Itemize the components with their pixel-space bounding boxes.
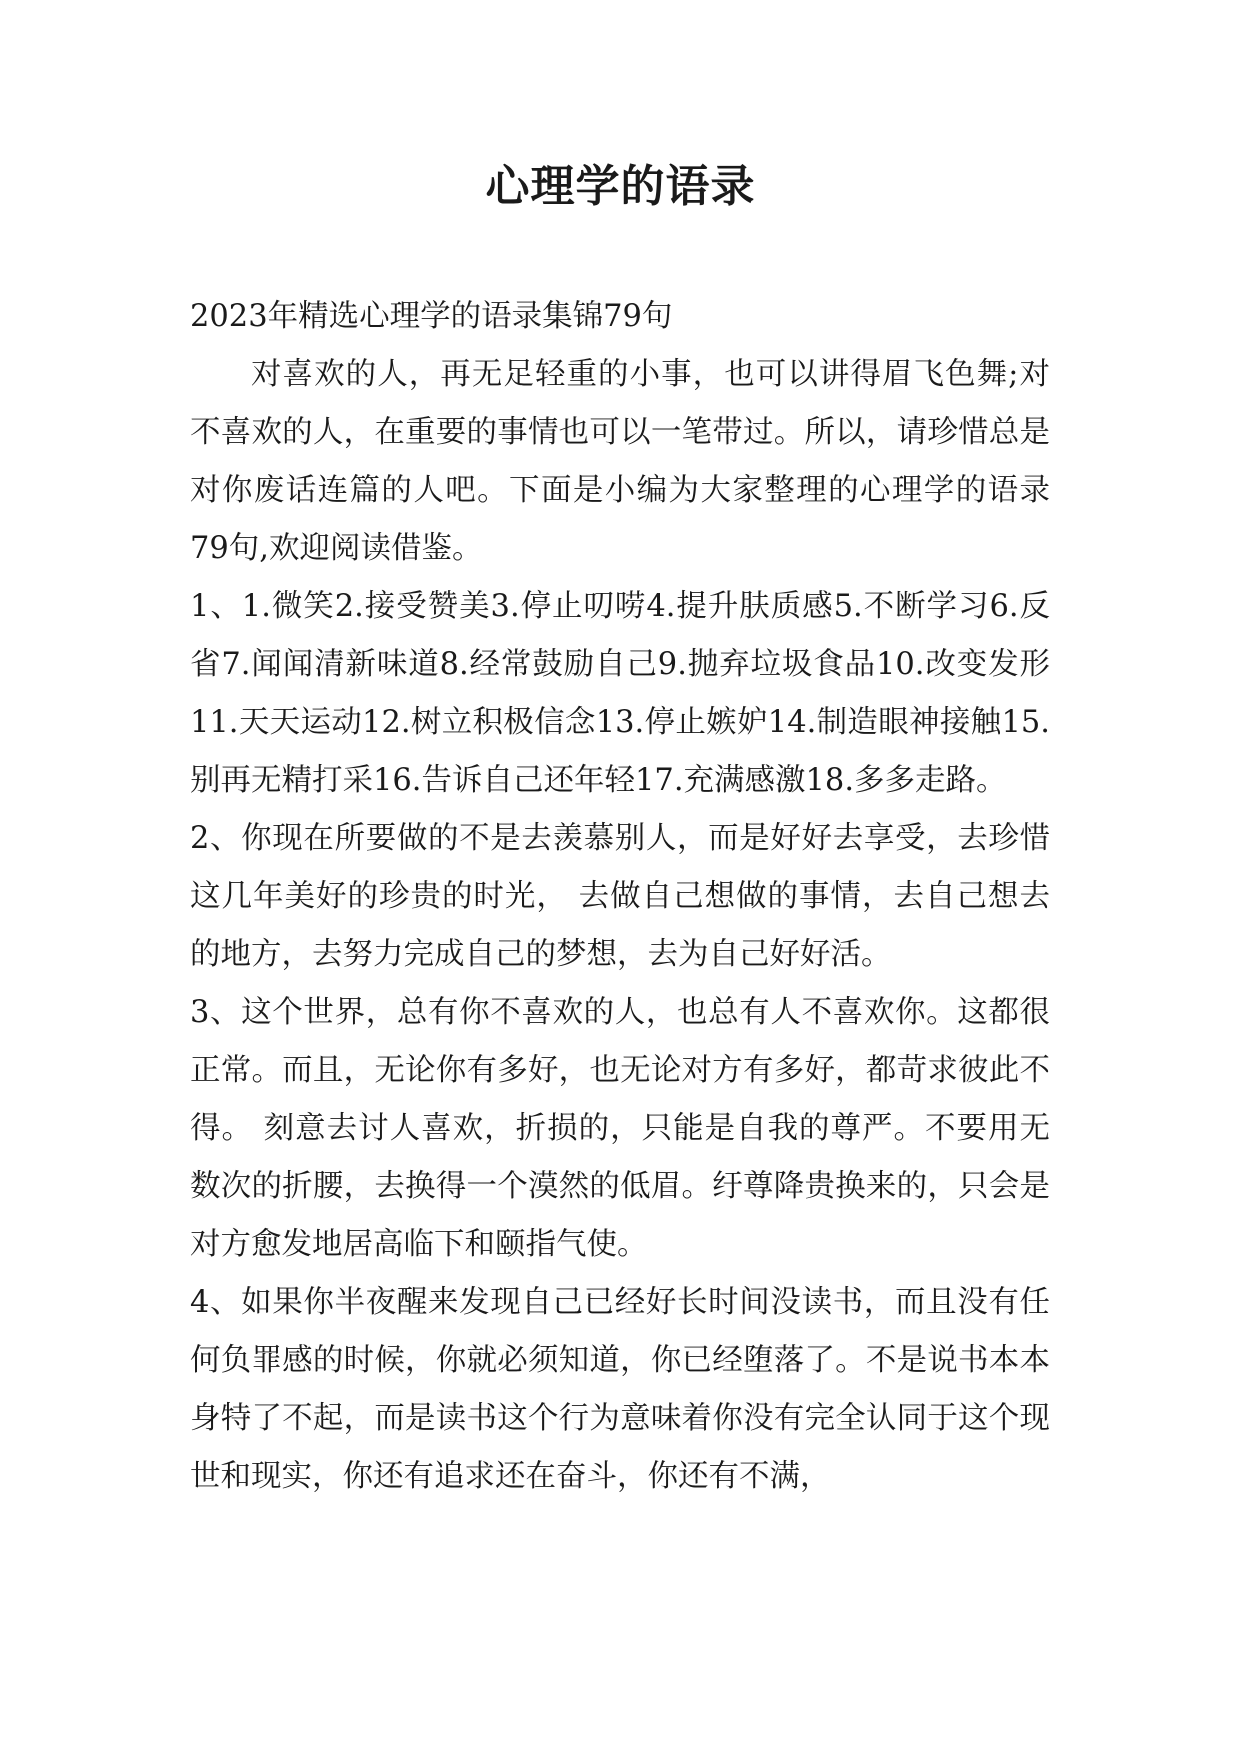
document-title: 心理学的语录 (485, 161, 756, 212)
quote-paragraph-1: 1、1.微笑2.接受赞美3.停止叨唠4.提升肤质感5.不断学习6.反省7.闻闻清新味道8.经常鼓励自己9.抛弃垃圾食品10.改变发形11.天天运动12.树立积极信念13.停止嫉妒14.制造眼神接触15.别再无精打采16.告诉自己还年轻17.充满感激18.多多走路。 (190, 589, 1050, 798)
quote-paragraph-2: 2、你现在所要做的不是去羡慕别人，而是好好去享受，去珍惜这几年美好的珍贵的时光， 去做自己想做的事情，去自己想去的地方，去努力完成自己的梦想，去为自己好好活。 (190, 821, 1050, 972)
quote-paragraph-4: 4、如果你半夜醒来发现自己已经好长时间没读书，而且没有任何负罪感的时候，你就必须知道，你已经堕落了。不是说书本本身特了不起，而是读书这个行为意味着你没有完全认同于这个现世和现实，你还有追求还在奋斗，你还有不满， (190, 1285, 1050, 1494)
intro-paragraph: 对喜欢的人，再无足轻重的小事，也可以讲得眉飞色舞;对不喜欢的人，在重要的事情也可以一笔带过。所以，请珍惜总是对你废话连篇的人吧。下面是小编为大家整理的心理学的语录79句,欢迎阅读借鉴。 (190, 357, 1050, 566)
document-body (190, 288, 1050, 1506)
quote-paragraph-3: 3、这个世界，总有你不喜欢的人，也总有人不喜欢你。这都很正常。而且，无论你有多好，也无论对方有多好，都苛求彼此不得。 刻意去讨人喜欢，折损的，只能是自我的尊严。不要用无数次的折腰，去换得一个漠然的低眉。纡尊降贵换来的，只会是对方愈发地居高临下和颐指气使。 (190, 995, 1050, 1262)
document-subtitle: 2023年精选心理学的语录集锦79句 (190, 299, 673, 334)
